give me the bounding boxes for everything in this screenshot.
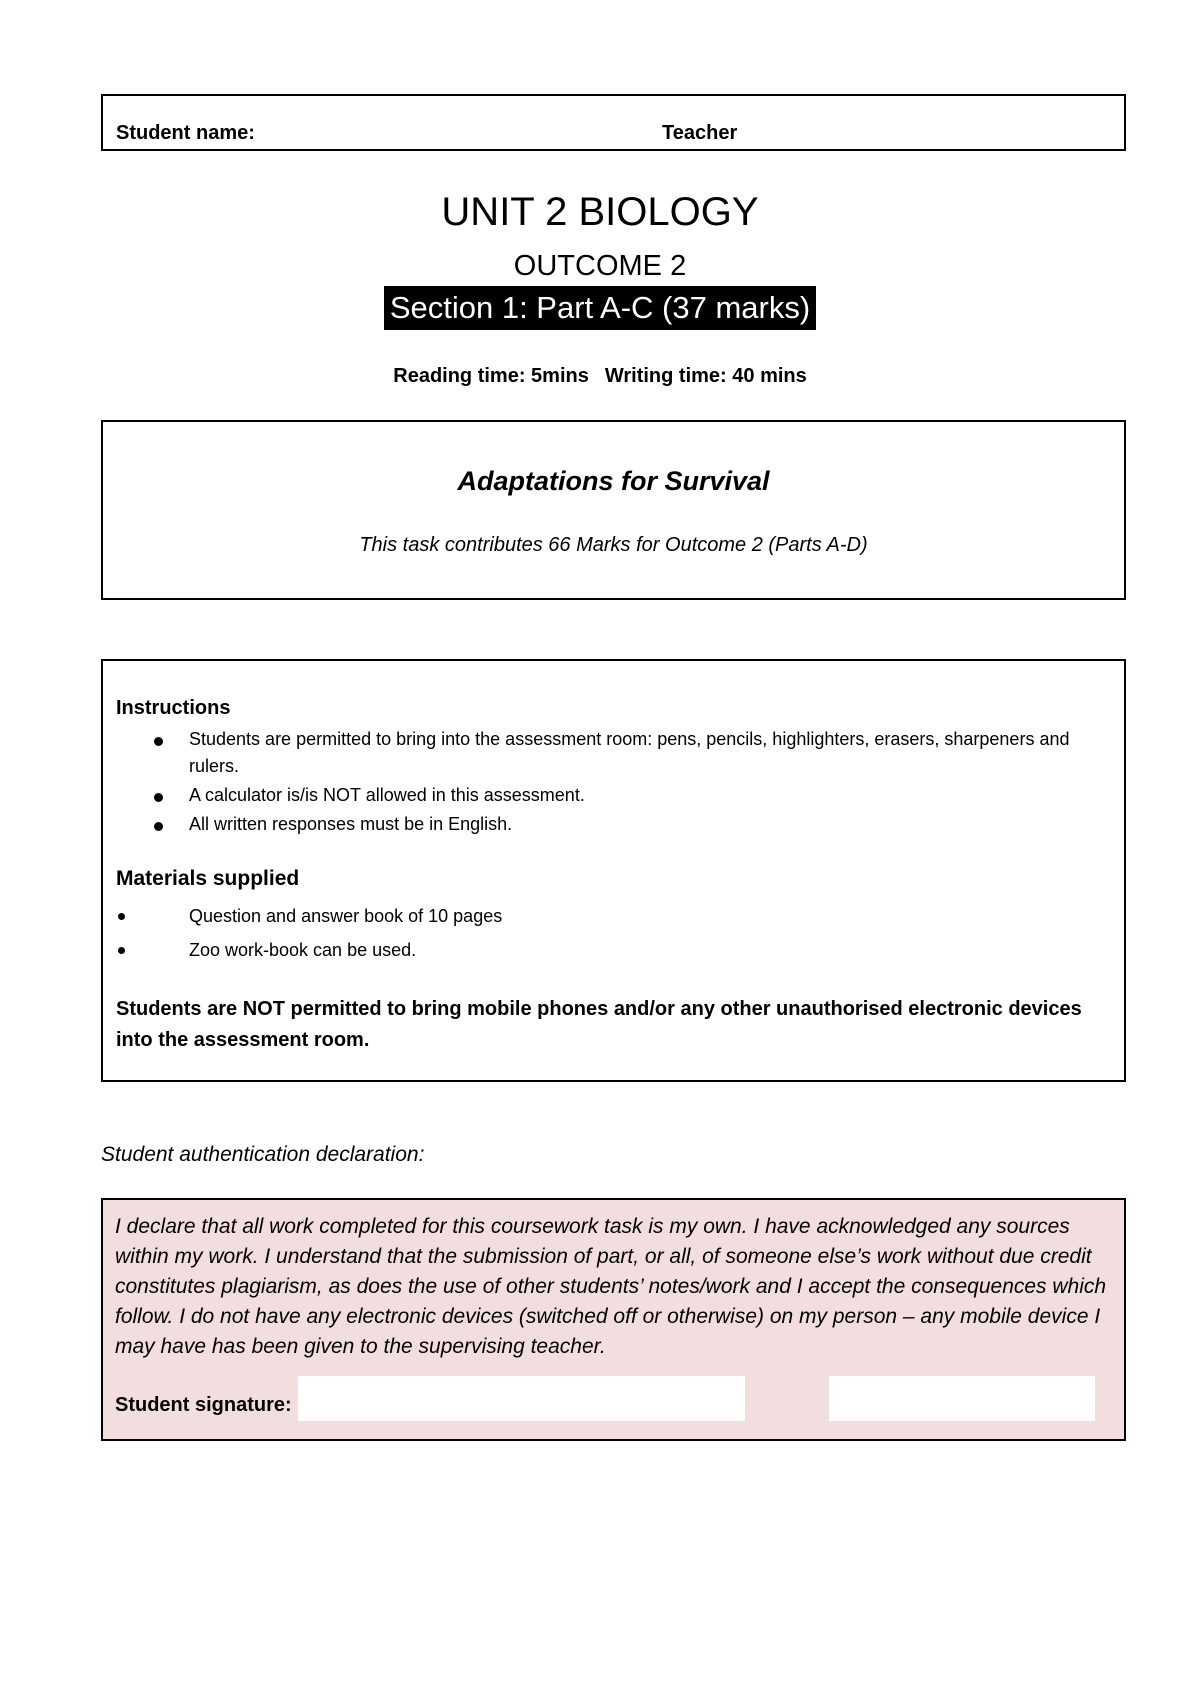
bullet-icon — [154, 793, 163, 802]
task-subtitle: This task contributes 66 Marks for Outcome 2 (Parts A-D) — [359, 534, 868, 556]
time-allowance — [0, 365, 1200, 388]
instruction-text: Students are permitted to bring into the assessment room: pens, pencils, highlighters, erasers, sharpeners and rulers. — [189, 729, 1070, 776]
materials-list — [116, 899, 502, 967]
bullet-icon — [154, 822, 163, 831]
task-title: Adaptations for Survival — [457, 466, 770, 496]
bullet-icon — [154, 737, 163, 746]
material-text: Zoo work-book can be used. — [189, 940, 417, 960]
instructions-heading: Instructions — [116, 697, 231, 719]
reading-time: Reading time: 5mins — [393, 365, 589, 387]
materials-heading: Materials supplied — [116, 867, 300, 890]
list-item — [116, 811, 1076, 838]
instructions-box — [101, 659, 1126, 1082]
section-heading — [0, 286, 1200, 330]
signature-field[interactable] — [298, 1376, 745, 1421]
outcome-title: OUTCOME 2 — [513, 250, 687, 282]
date-field[interactable] — [829, 1376, 1095, 1421]
unit-title: UNIT 2 BIOLOGY — [441, 190, 759, 234]
bullet-icon — [118, 913, 125, 920]
list-item — [116, 899, 502, 933]
teacher-label: Teacher — [662, 122, 738, 144]
declaration-heading: Student authentication declaration: — [101, 1143, 425, 1166]
list-item — [116, 726, 1076, 780]
writing-time: Writing time: 40 mins — [604, 365, 807, 387]
instructions-list — [116, 726, 1076, 840]
device-warning: Students are NOT permitted to bring mobile phones and/or any other unauthorised electronic devices into the assessment room. — [116, 998, 1082, 1051]
section-label: Section 1: Part A-C (37 marks) — [384, 286, 816, 330]
declaration-box — [101, 1198, 1126, 1441]
list-item — [116, 933, 502, 967]
declaration-text: I declare that all work completed for this coursework task is my own. I have acknowledged any sources within my work. I understand that the submission of part, or all, of someone else’s work without due credit constitutes plagiarism, as does the use of other students’ notes/work and I accept the consequences which follow. I do not have any electronic devices (switched off or otherwise) on my person – any mobile device I may have has been given to the supervising teacher. — [115, 1215, 1107, 1358]
student-name-label: Student name: — [116, 122, 255, 144]
task-box — [101, 420, 1126, 600]
instruction-text: All written responses must be in English. — [189, 814, 513, 834]
material-text: Question and answer book of 10 pages — [189, 906, 503, 926]
signature-label: Student signature: — [115, 1394, 292, 1416]
instruction-text: A calculator is/is NOT allowed in this assessment. — [189, 785, 585, 805]
bullet-icon — [118, 947, 125, 954]
list-item — [116, 782, 1076, 809]
student-info-box — [101, 94, 1126, 151]
